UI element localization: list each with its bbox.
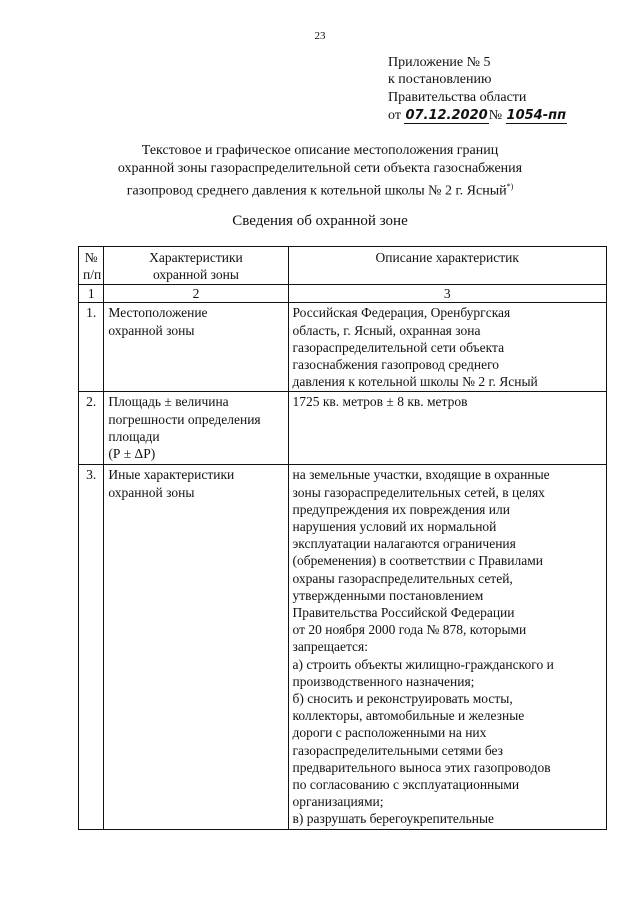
row-description: на земельные участки, входящие в охранные зоны газораспределительных сетей, в целях предупреждения их повреждения или нарушения условий их нормальной эксплуатации налагаются ограничения (обременения) в соответствии с Правилами охраны газораспределительных сетей, утвержденными постановлением Правительства Российской Федерации от 20 ноября 2000 года № 878, которыми запрещается: а) строить объекты жилищно-гражданского и производственного назначения; б) сносить и реконструировать мосты, коллекторы, автомобильные и железные дороги с расположенными на них газораспределительными сетями без предварительного выноса этих газопроводов по согласованию с эксплуатационными организациями; в) разрушать берегоукрепительные bbox=[288, 465, 607, 829]
table-row bbox=[79, 392, 607, 465]
appendix-resolution-line: к постановлению bbox=[388, 72, 492, 87]
header-characteristic: Характеристики охранной зоны bbox=[104, 247, 288, 285]
column-number: 2 bbox=[104, 285, 288, 303]
from-label: от bbox=[388, 108, 401, 123]
protection-zone-table bbox=[78, 246, 607, 830]
row-description: Российская Федерация, Оренбургская область, г. Ясный, охранная зона газораспределительной сети объекта газоснабжения газопровод среднего давления к котельной школы № 2 г. Ясный bbox=[288, 303, 607, 392]
row-characteristic: Площадь ± величина погрешности определения площади (Р ± ΔР) bbox=[104, 392, 288, 465]
table-row bbox=[79, 465, 607, 829]
row-characteristic: Иные характеристики охранной зоны bbox=[104, 465, 288, 829]
footnote-mark: *) bbox=[506, 182, 514, 191]
header-number: № п/п bbox=[79, 247, 104, 285]
row-number: 1. bbox=[79, 303, 104, 392]
row-characteristic: Местоположение охранной зоны bbox=[104, 303, 288, 392]
column-number: 3 bbox=[288, 285, 607, 303]
title-line-3-text: газопровод среднего давления к котельной школы № 2 г. Ясный bbox=[126, 183, 507, 199]
number-label: № bbox=[488, 108, 503, 123]
column-number-row bbox=[79, 285, 607, 303]
handwritten-date: 07.12.2020 bbox=[405, 108, 488, 123]
column-number: 1 bbox=[79, 285, 104, 303]
title-line-2: охранной зоны газораспределительной сети объекта газоснабжения bbox=[117, 161, 523, 176]
table-row bbox=[79, 303, 607, 392]
title-line-3 bbox=[0, 178, 640, 201]
appendix-government-line: Правительства области bbox=[388, 90, 527, 105]
page-number: 23 bbox=[314, 30, 326, 42]
row-number: 3. bbox=[79, 465, 104, 829]
row-description: 1725 кв. метров ± 8 кв. метров bbox=[288, 392, 607, 465]
header-description: Описание характеристик bbox=[288, 247, 607, 285]
row-number: 2. bbox=[79, 392, 104, 465]
table-header-row bbox=[79, 247, 607, 285]
title-line-1: Текстовое и графическое описание местоположения границ bbox=[141, 143, 499, 158]
appendix-date-number-line bbox=[388, 107, 567, 124]
handwritten-number: 1054-пп bbox=[506, 108, 567, 123]
section-subtitle: Сведения об охранной зоне bbox=[232, 213, 408, 229]
appendix-label: Приложение № 5 bbox=[388, 55, 491, 70]
